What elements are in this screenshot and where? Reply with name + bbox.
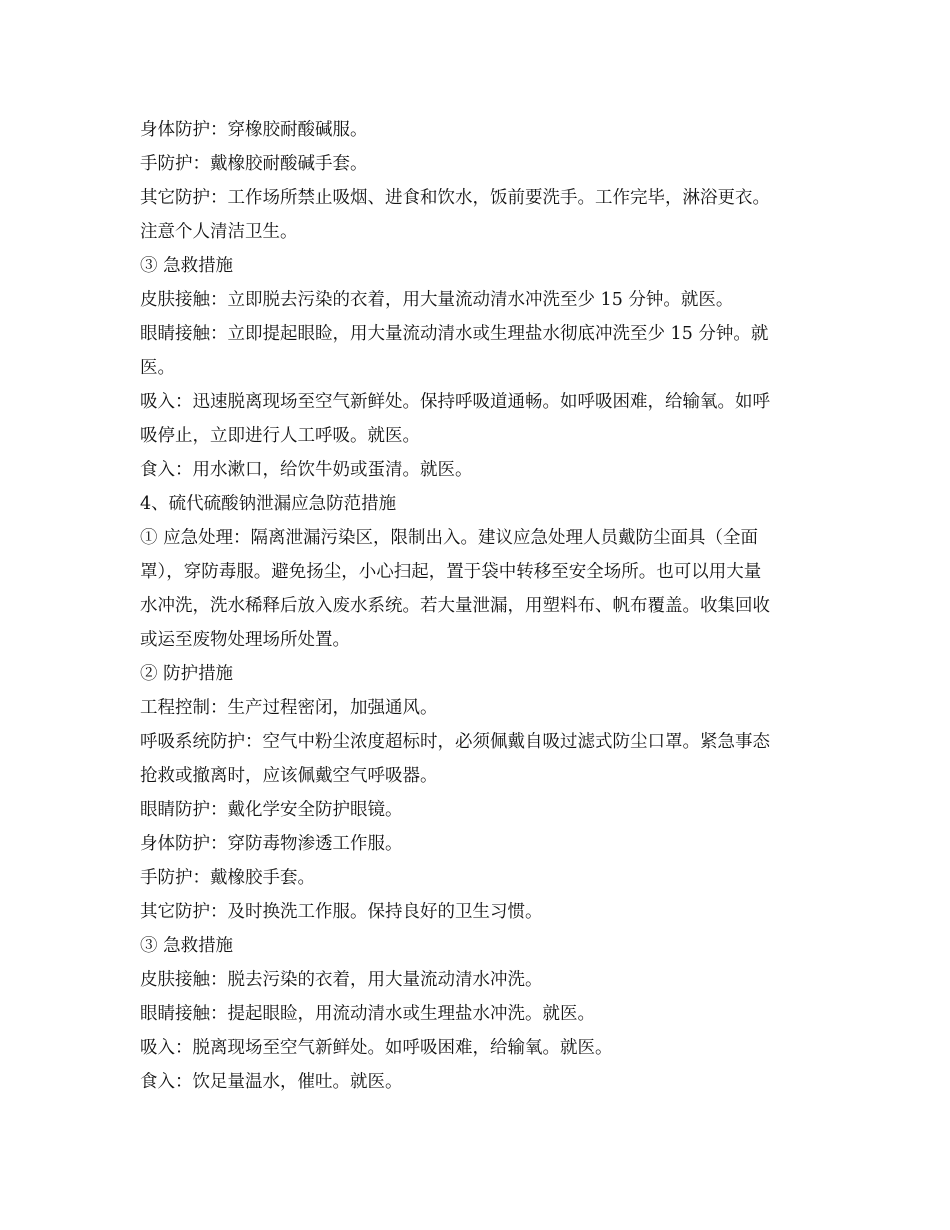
text-line: 身体防护：穿橡胶耐酸碱服。 bbox=[140, 120, 368, 140]
text-line: 手防护：戴橡胶耐酸碱手套。 bbox=[140, 154, 368, 174]
text-line: 吸入：迅速脱离现场至空气新鲜处。保持呼吸道通畅。如呼吸困难，给输氧。如呼 bbox=[140, 392, 770, 412]
section-heading: 4、硫代硫酸钠泄漏应急防范措施 bbox=[140, 494, 397, 514]
text-line: 食入：用水漱口，给饮牛奶或蛋清。就医。 bbox=[140, 460, 473, 480]
text-line: 其它防护：及时换洗工作服。保持良好的卫生习惯。 bbox=[140, 902, 543, 922]
text-line: 注意个人清洁卫生。 bbox=[140, 222, 298, 242]
text-line: 眼睛防护：戴化学安全防护眼镜。 bbox=[140, 800, 403, 820]
section-heading: ② 防护措施 bbox=[140, 664, 234, 684]
text-line: 水冲洗，洗水稀释后放入废水系统。若大量泄漏，用塑料布、帆布覆盖。收集回收 bbox=[140, 596, 770, 616]
text-line: 或运至废物处理场所处置。 bbox=[140, 630, 350, 650]
text-line: 抢救或撤离时，应该佩戴空气呼吸器。 bbox=[140, 766, 438, 786]
text-line: 工程控制：生产过程密闭，加强通风。 bbox=[140, 698, 438, 718]
text-line: 皮肤接触：脱去污染的衣着，用大量流动清水冲洗。 bbox=[140, 970, 543, 990]
section-heading: ③ 急救措施 bbox=[140, 936, 234, 956]
text-line: 呼吸系统防护：空气中粉尘浓度超标时，必须佩戴自吸过滤式防尘口罩。紧急事态 bbox=[140, 732, 770, 752]
document-page bbox=[140, 113, 812, 1099]
text-line: 吸入：脱离现场至空气新鲜处。如呼吸困难，给输氧。就医。 bbox=[140, 1038, 613, 1058]
section-heading: ③ 急救措施 bbox=[140, 256, 234, 276]
text-line: 手防护：戴橡胶手套。 bbox=[140, 868, 315, 888]
text-line: ① 应急处理：隔离泄漏污染区，限制出入。建议应急处理人员戴防尘面具（全面 bbox=[140, 528, 759, 548]
text-line: 眼睛接触：立即提起眼睑，用大量流动清水或生理盐水彻底冲洗至少 15 分钟。就 bbox=[140, 324, 769, 344]
text-line: 医。 bbox=[140, 358, 175, 378]
text-line: 身体防护：穿防毒物渗透工作服。 bbox=[140, 834, 403, 854]
text-line: 其它防护：工作场所禁止吸烟、进食和饮水，饭前要洗手。工作完毕，淋浴更衣。 bbox=[140, 188, 770, 208]
text-line: 吸停止，立即进行人工呼吸。就医。 bbox=[140, 426, 420, 446]
text-line: 皮肤接触：立即脱去污染的衣着，用大量流动清水冲洗至少 15 分钟。就医。 bbox=[140, 290, 734, 310]
text-line: 罩），穿防毒服。避免扬尘，小心扫起，置于袋中转移至安全场所。也可以用大量 bbox=[140, 562, 762, 582]
text-line: 眼睛接触：提起眼睑，用流动清水或生理盐水冲洗。就医。 bbox=[140, 1004, 595, 1024]
text-line: 食入：饮足量温水，催吐。就医。 bbox=[140, 1072, 403, 1092]
